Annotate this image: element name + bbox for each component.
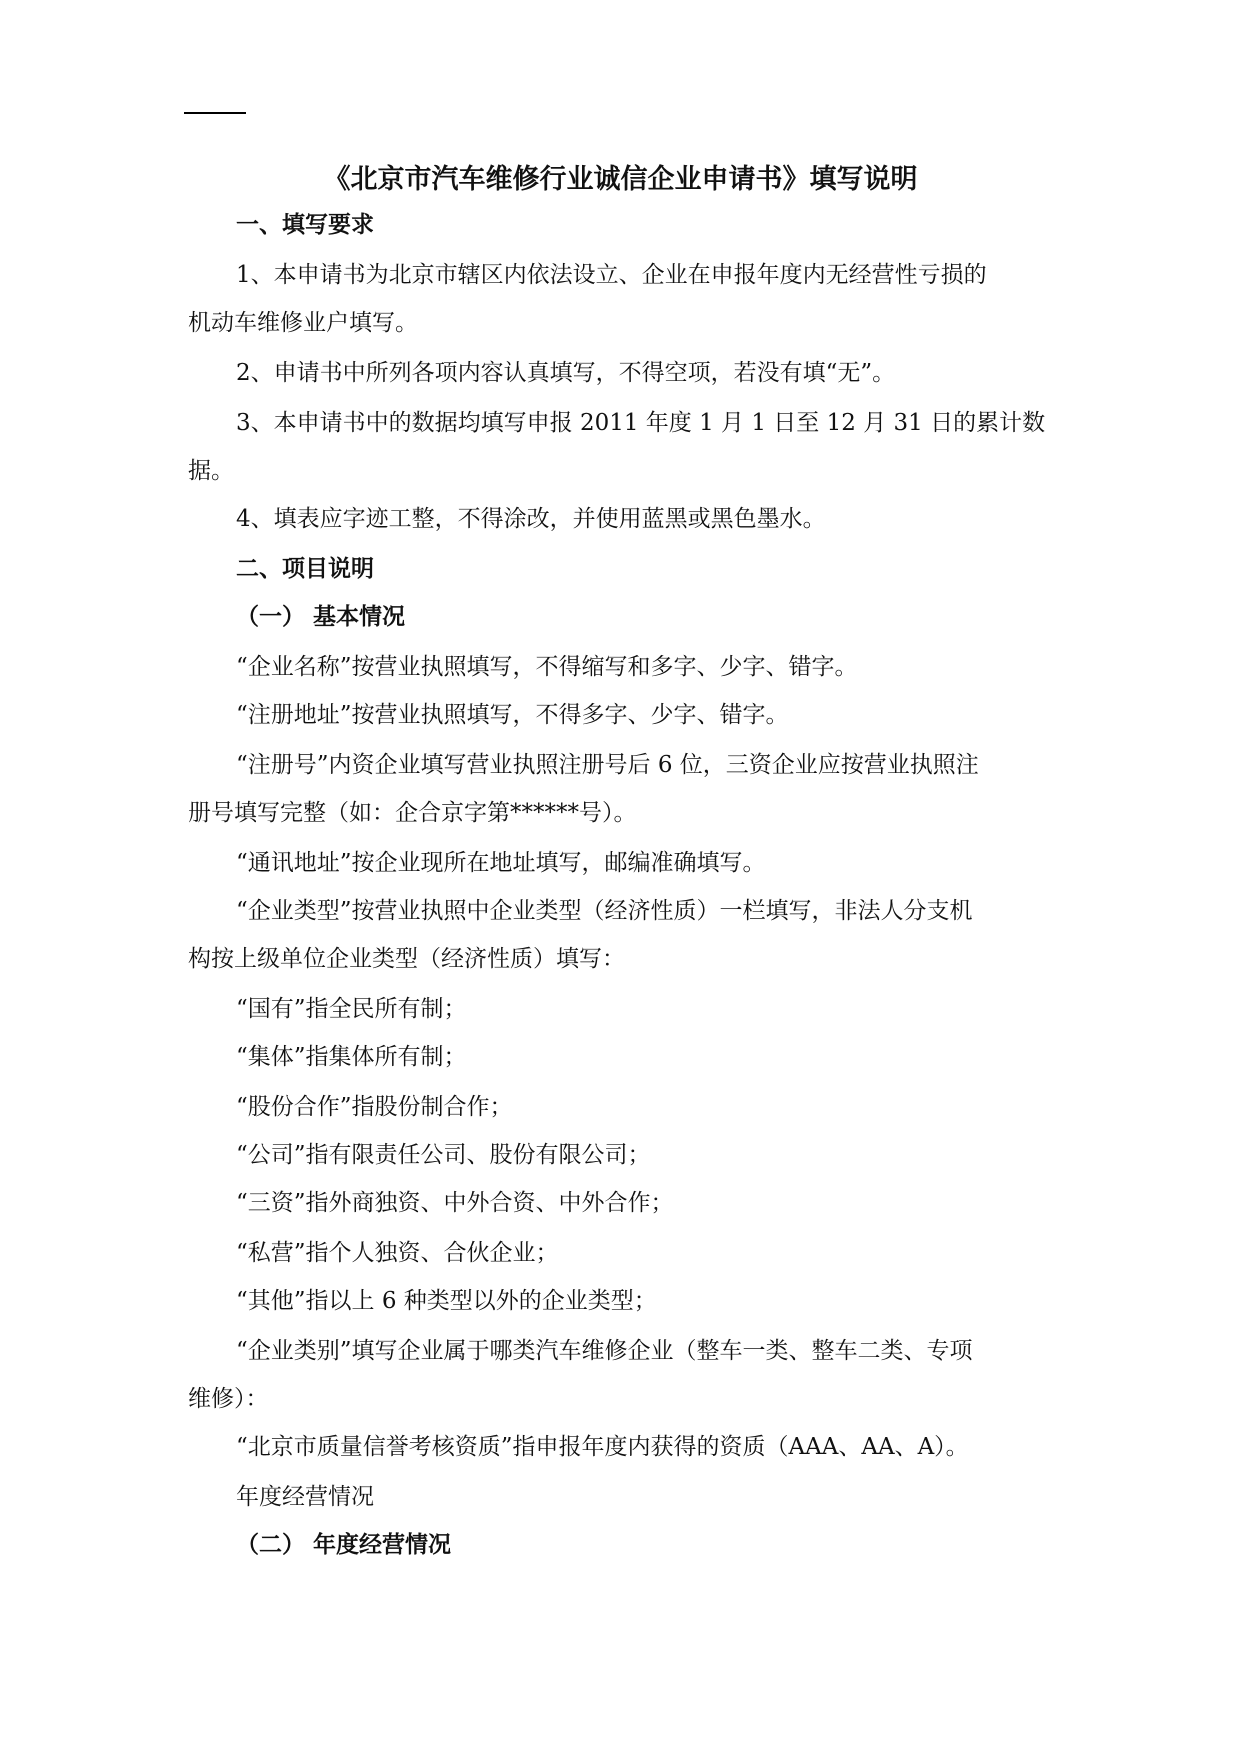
requirement-1-line-2: 机动车维修业户填写。 xyxy=(188,310,418,336)
paragraph-company-type-line-2: 构按上级单位企业类型（经济性质）填写： xyxy=(188,946,625,972)
paragraph-quality-qualification: “北京市质量信誉考核资质”指申报年度内获得的资质（AAA、AA、A）。 xyxy=(236,1434,969,1460)
type-item: “集体”指集体所有制； xyxy=(236,1044,467,1070)
paragraph-mailing-address: “通讯地址”按企业现所在地址填写，邮编准确填写。 xyxy=(236,850,766,876)
paragraph-registration-number-line-1: “注册号”内资企业填写营业执照注册号后 6 位，三资企业应按营业执照注 xyxy=(236,752,979,778)
paragraph-company-category-line-1: “企业类别”填写企业属于哪类汽车维修企业（整车一类、整车二类、专项 xyxy=(236,1338,973,1364)
paragraph-registered-address: “注册地址”按营业执照填写，不得多字、少字、错字。 xyxy=(236,702,789,728)
type-item: “其他”指以上 6 种类型以外的企业类型； xyxy=(236,1288,657,1314)
top-rule xyxy=(184,112,246,114)
type-item: “公司”指有限责任公司、股份有限公司； xyxy=(236,1142,651,1168)
type-item: “股份合作”指股份制合作； xyxy=(236,1094,513,1120)
paragraph-company-type-line-1: “企业类型”按营业执照中企业类型（经济性质）一栏填写，非法人分支机 xyxy=(236,898,973,924)
page-title: 《北京市汽车维修行业诚信企业申请书》填写说明 xyxy=(323,164,918,195)
requirement-4: 4、填表应字迹工整，不得涂改，并使用蓝黑或黑色墨水。 xyxy=(236,506,826,532)
subsection-heading-annual: （二） 年度经营情况 xyxy=(236,1532,452,1558)
requirement-2: 2、申请书中所列各项内容认真填写，不得空项，若没有填“无”。 xyxy=(236,360,896,386)
type-item: “私营”指个人独资、合伙企业； xyxy=(236,1240,559,1266)
type-item: “国有”指全民所有制； xyxy=(236,996,467,1022)
requirement-1-line-1: 1、本申请书为北京市辖区内依法设立、企业在申报年度内无经营性亏损的 xyxy=(236,262,987,288)
paragraph-annual-operation: 年度经营情况 xyxy=(236,1484,374,1510)
subsection-heading-basic: （一） 基本情况 xyxy=(236,604,406,630)
section-heading-requirements: 一、填写要求 xyxy=(236,212,374,238)
requirement-3-line-2: 据。 xyxy=(188,458,234,484)
paragraph-company-name: “企业名称”按营业执照填写，不得缩写和多字、少字、错字。 xyxy=(236,654,858,680)
type-item: “三资”指外商独资、中外合资、中外合作； xyxy=(236,1190,674,1216)
requirement-3-line-1: 3、本申请书中的数据均填写申报 2011 年度 1 月 1 日至 12 月 31 日的累计数 xyxy=(236,410,1046,436)
paragraph-company-category-line-2: 维修）： xyxy=(188,1386,269,1412)
paragraph-registration-number-line-2: 册号填写完整（如：企合京字第******号）。 xyxy=(188,800,637,826)
section-heading-items: 二、项目说明 xyxy=(236,556,374,582)
